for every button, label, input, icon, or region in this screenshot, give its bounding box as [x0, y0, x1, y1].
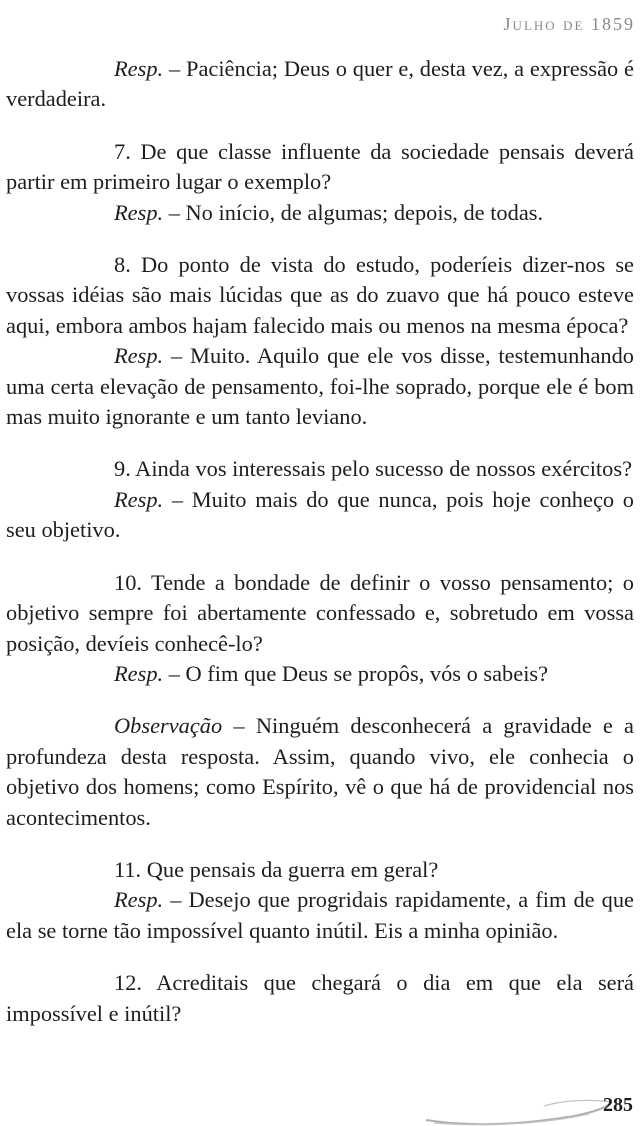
- page-number: 285: [603, 1094, 633, 1116]
- resp-label: Resp.: [114, 660, 164, 686]
- answer-paragraph-7: [6, 198, 634, 228]
- answer-text: – No início, de algumas; depois, de todas.: [163, 199, 544, 225]
- resp-label: Resp.: [114, 486, 164, 512]
- answer-text: – Desejo que progridais rapidamente, a fim de que ela se torne tão impossível quanto inútil. Eis a minha opinião.: [6, 887, 634, 943]
- answer-paragraph-6: [6, 54, 634, 115]
- question-10: 10. Tende a bondade de definir o vosso pensamento; o objetivo sempre foi abertamente confessado e, sobretudo em vossa posição, devíeis conhecê-lo?: [6, 569, 634, 656]
- answer-paragraph-10: [6, 659, 634, 689]
- answer-paragraph-11: [6, 885, 634, 946]
- observation-label: Observação: [114, 713, 223, 739]
- question-12: 12. Acreditais que chegará o dia em que ela será impossível e inútil?: [6, 970, 634, 1026]
- question-11: 11. Que pensais da guerra em geral?: [114, 856, 439, 882]
- question-8: 8. Do ponto de vista do estudo, poderíeis dizer-nos se vossas idéias são mais lúcidas que as do zuavo que há pouco esteve aqui, embora ambos hajam falecido mais ou menos na mesma época?: [6, 252, 634, 338]
- resp-label: Resp.: [114, 343, 164, 369]
- answer-text: – Muito. Aquilo que ele vos disse, testemunhando uma certa elevação de pensamento, foi-lhe soprado, porque ele é bom mas muito ignorante e um tanto leviano.: [6, 343, 634, 430]
- observation-paragraph: [6, 711, 634, 833]
- page-ornament-swash-icon: [424, 1096, 614, 1126]
- question-9: 9. Ainda vos interessais pelo sucesso de nossos exércitos?: [114, 456, 633, 482]
- answer-text: – Paciência; Deus o quer e, desta vez, a expressão é verdadeira.: [6, 56, 634, 112]
- answer-paragraph-9: [6, 485, 634, 546]
- question-7: 7. De que classe influente da sociedade pensais deverá partir em primeiro lugar o exemplo?: [6, 138, 634, 195]
- answer-text: – Muito mais do que nunca, pois hoje conheço o seu objetivo.: [6, 486, 634, 543]
- observation-text: – Ninguém desconhecerá a gravidade e a profundeza desta resposta. Assim, quando vivo, ele conhecia o objetivo dos homens; como Espírito, vê o que há de providencial nos acontecimentos.: [6, 713, 634, 830]
- resp-label: Resp.: [114, 56, 164, 81]
- resp-label: Resp.: [114, 199, 164, 225]
- answer-paragraph-8: [6, 341, 634, 432]
- running-head: Julho de 1859: [503, 14, 635, 34]
- resp-label: Resp.: [114, 887, 164, 913]
- page-body: [6, 54, 634, 1029]
- answer-text: – O fim que Deus se propôs, vós o sabeis?: [163, 660, 549, 686]
